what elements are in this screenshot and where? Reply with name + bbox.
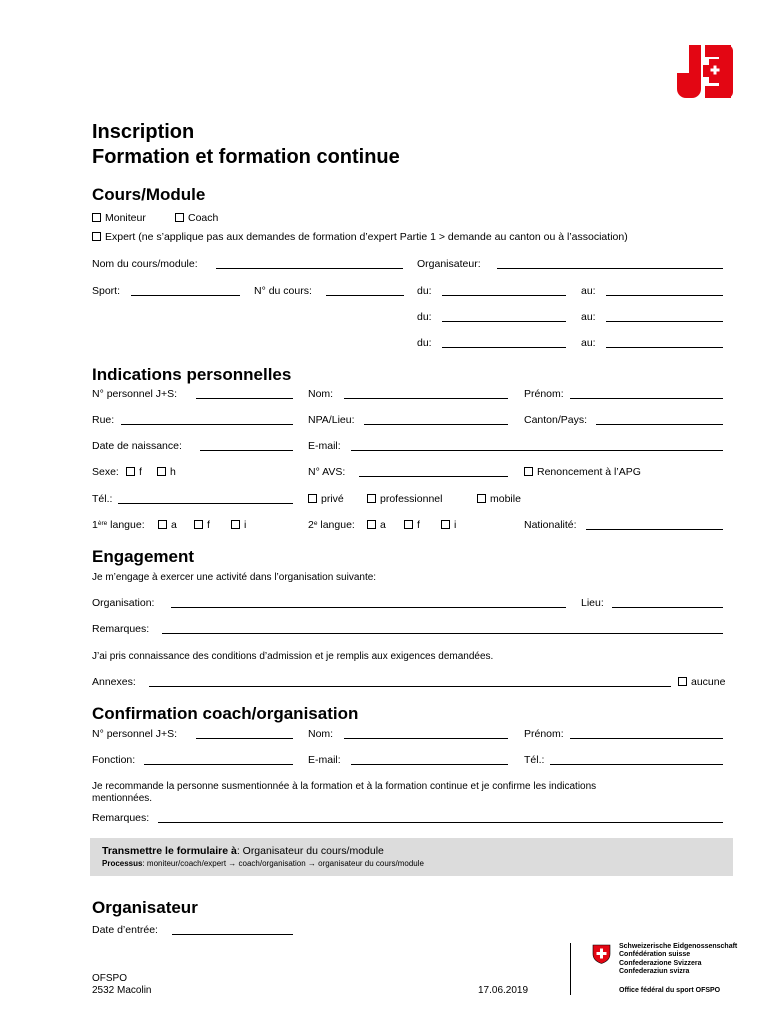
field-lieu[interactable] — [612, 607, 723, 608]
footer-address: 2532 Macolin — [92, 985, 152, 996]
field-naissance[interactable] — [200, 450, 293, 451]
field-du-2[interactable] — [442, 321, 566, 322]
label-rue: Rue: — [92, 414, 115, 426]
label-au-3: au: — [581, 337, 596, 349]
label-conf-prenom: Prénom: — [524, 728, 564, 740]
label-no-cours: N° du cours: — [254, 285, 312, 297]
label-sexe: Sexe: — [92, 466, 119, 478]
label-au-1: au: — [581, 285, 596, 297]
field-avs[interactable] — [359, 476, 508, 477]
field-organisateur[interactable] — [497, 268, 723, 269]
field-npa[interactable] — [364, 424, 508, 425]
checkbox-moniteur[interactable]: Moniteur — [92, 212, 146, 225]
footer-date: 17.06.2019 — [478, 985, 529, 996]
section-engagement-heading: Engagement — [92, 547, 195, 566]
checkbox-professionnel[interactable]: professionnel — [367, 493, 442, 506]
checkbox-prive[interactable]: privé — [308, 493, 344, 506]
field-email[interactable] — [351, 450, 723, 451]
conf-name-fr: Confédération suisse — [619, 951, 691, 959]
conf-name-rm: Confederaziun svizra — [619, 968, 690, 976]
label-annexes: Annexes: — [92, 676, 136, 688]
label-nationalite: Nationalité: — [524, 519, 577, 531]
checkbox-langue1-f[interactable]: f — [194, 519, 210, 532]
field-nationalite[interactable] — [586, 529, 723, 530]
field-conf-fonction[interactable] — [144, 764, 293, 765]
field-au-2[interactable] — [606, 321, 723, 322]
field-sport[interactable] — [131, 295, 240, 296]
section-confirmation-heading: Confirmation coach/organisation — [92, 704, 359, 723]
field-conf-remarques[interactable] — [158, 822, 723, 823]
field-du-3[interactable] — [442, 347, 566, 348]
field-date-entree[interactable] — [172, 934, 293, 935]
label-langue-2: 2e langue: — [308, 519, 355, 531]
field-conf-nom[interactable] — [344, 738, 508, 739]
label-prenom: Prénom: — [524, 388, 564, 400]
label-conf-no-js: N° personnel J+S: — [92, 728, 178, 740]
label-conf-remarques: Remarques: — [92, 812, 150, 824]
engagement-text: Je m’engage à exercer une activité dans l’organisation suivante: — [92, 572, 377, 583]
label-date-entree: Date d’entrée: — [92, 924, 158, 936]
footer-office: Office fédéral du sport OFSPO — [619, 987, 721, 994]
checkbox-apg[interactable]: Renoncement à l’APG — [524, 466, 641, 479]
label-no-js: N° personnel J+S: — [92, 388, 178, 400]
checkbox-langue2-a[interactable]: a — [367, 519, 386, 532]
label-organisation: Organisation: — [92, 597, 155, 609]
field-annexes[interactable] — [149, 686, 671, 687]
confederation-names — [619, 943, 737, 977]
checkbox-coach[interactable]: Coach — [175, 212, 218, 225]
footer-org: OFSPO — [92, 973, 128, 984]
section-cours-heading: Cours/Module — [92, 185, 206, 204]
field-no-js[interactable] — [196, 398, 293, 399]
process-label: Processus: moniteur/coach/expert → coach/organisation → organisateur du cours/module — [102, 859, 424, 868]
section-organisateur-heading: Organisateur — [92, 898, 198, 917]
label-avs: N° AVS: — [308, 466, 346, 478]
label-langue-1: 1ère langue: — [92, 519, 145, 531]
checkbox-langue2-f[interactable]: f — [404, 519, 420, 532]
label-remarques-engagement: Remarques: — [92, 623, 150, 635]
label-du-2: du: — [417, 311, 432, 323]
label-nom: Nom: — [308, 388, 334, 400]
checkbox-langue2-i[interactable]: i — [441, 519, 456, 532]
field-conf-email[interactable] — [351, 764, 508, 765]
label-email: E-mail: — [308, 440, 341, 452]
swiss-shield-icon — [592, 944, 611, 964]
field-organisation[interactable] — [171, 607, 566, 608]
field-prenom[interactable] — [570, 398, 723, 399]
label-conf-email: E-mail: — [308, 754, 341, 766]
recommande-text-1: Je recommande la personne susmentionnée à la formation et à la formation continue et je confirme les indications — [92, 781, 597, 792]
checkbox-mobile[interactable]: mobile — [477, 493, 521, 506]
field-au-3[interactable] — [606, 347, 723, 348]
js-logo — [677, 43, 735, 98]
field-canton[interactable] — [596, 424, 723, 425]
label-canton: Canton/Pays: — [524, 414, 588, 426]
label-conf-nom: Nom: — [308, 728, 334, 740]
field-tel[interactable] — [118, 503, 293, 504]
field-rue[interactable] — [121, 424, 293, 425]
label-du-3: du: — [417, 337, 432, 349]
field-conf-tel[interactable] — [550, 764, 723, 765]
label-du-1: du: — [417, 285, 432, 297]
label-nom-cours: Nom du cours/module: — [92, 258, 198, 270]
label-sport: Sport: — [92, 285, 121, 297]
label-au-2: au: — [581, 311, 596, 323]
checkbox-sexe-h[interactable]: h — [157, 466, 176, 479]
conf-name-it: Confederazione Svizzera — [619, 959, 702, 967]
label-npa: NPA/Lieu: — [308, 414, 355, 426]
conf-name-de: Schweizerische Eidgenossenschaft — [619, 943, 738, 950]
checkbox-sexe-f[interactable]: f — [126, 466, 142, 479]
title-line-1: Inscription — [92, 121, 195, 143]
checkbox-aucune[interactable]: aucune — [678, 676, 725, 689]
label-organisateur: Organisateur: — [417, 258, 481, 270]
label-conf-fonction: Fonction: — [92, 754, 136, 766]
label-tel: Tél.: — [92, 493, 113, 505]
field-conf-no-js[interactable] — [196, 738, 293, 739]
field-conf-prenom[interactable] — [570, 738, 723, 739]
checkbox-langue1-a[interactable]: a — [158, 519, 177, 532]
checkbox-langue1-i[interactable]: i — [231, 519, 246, 532]
checkbox-expert[interactable]: Expert (ne s’applique pas aux demandes de formation d’expert Partie 1 > demande au canton ou à l’association) — [92, 231, 628, 244]
field-nom-cours[interactable] — [216, 268, 403, 269]
section-perso-heading: Indications personnelles — [92, 365, 292, 384]
footer-divider — [570, 943, 571, 995]
field-remarques-engagement[interactable] — [162, 633, 723, 634]
field-au-1[interactable] — [606, 295, 723, 296]
field-du-1[interactable] — [442, 295, 566, 296]
transmit-label: Transmettre le formulaire à: Organisateur du cours/module — [102, 845, 384, 857]
label-lieu: Lieu: — [581, 597, 604, 609]
label-conf-tel: Tél.: — [524, 754, 545, 766]
label-naissance: Date de naissance: — [92, 440, 182, 452]
title-line-2: Formation et formation continue — [92, 146, 400, 168]
conditions-text: J’ai pris connaissance des conditions d’admission et je remplis aux exigences demandées. — [92, 651, 494, 662]
field-no-cours[interactable] — [326, 295, 404, 296]
recommande-text-2: mentionnées. — [92, 793, 153, 804]
field-nom[interactable] — [344, 398, 508, 399]
